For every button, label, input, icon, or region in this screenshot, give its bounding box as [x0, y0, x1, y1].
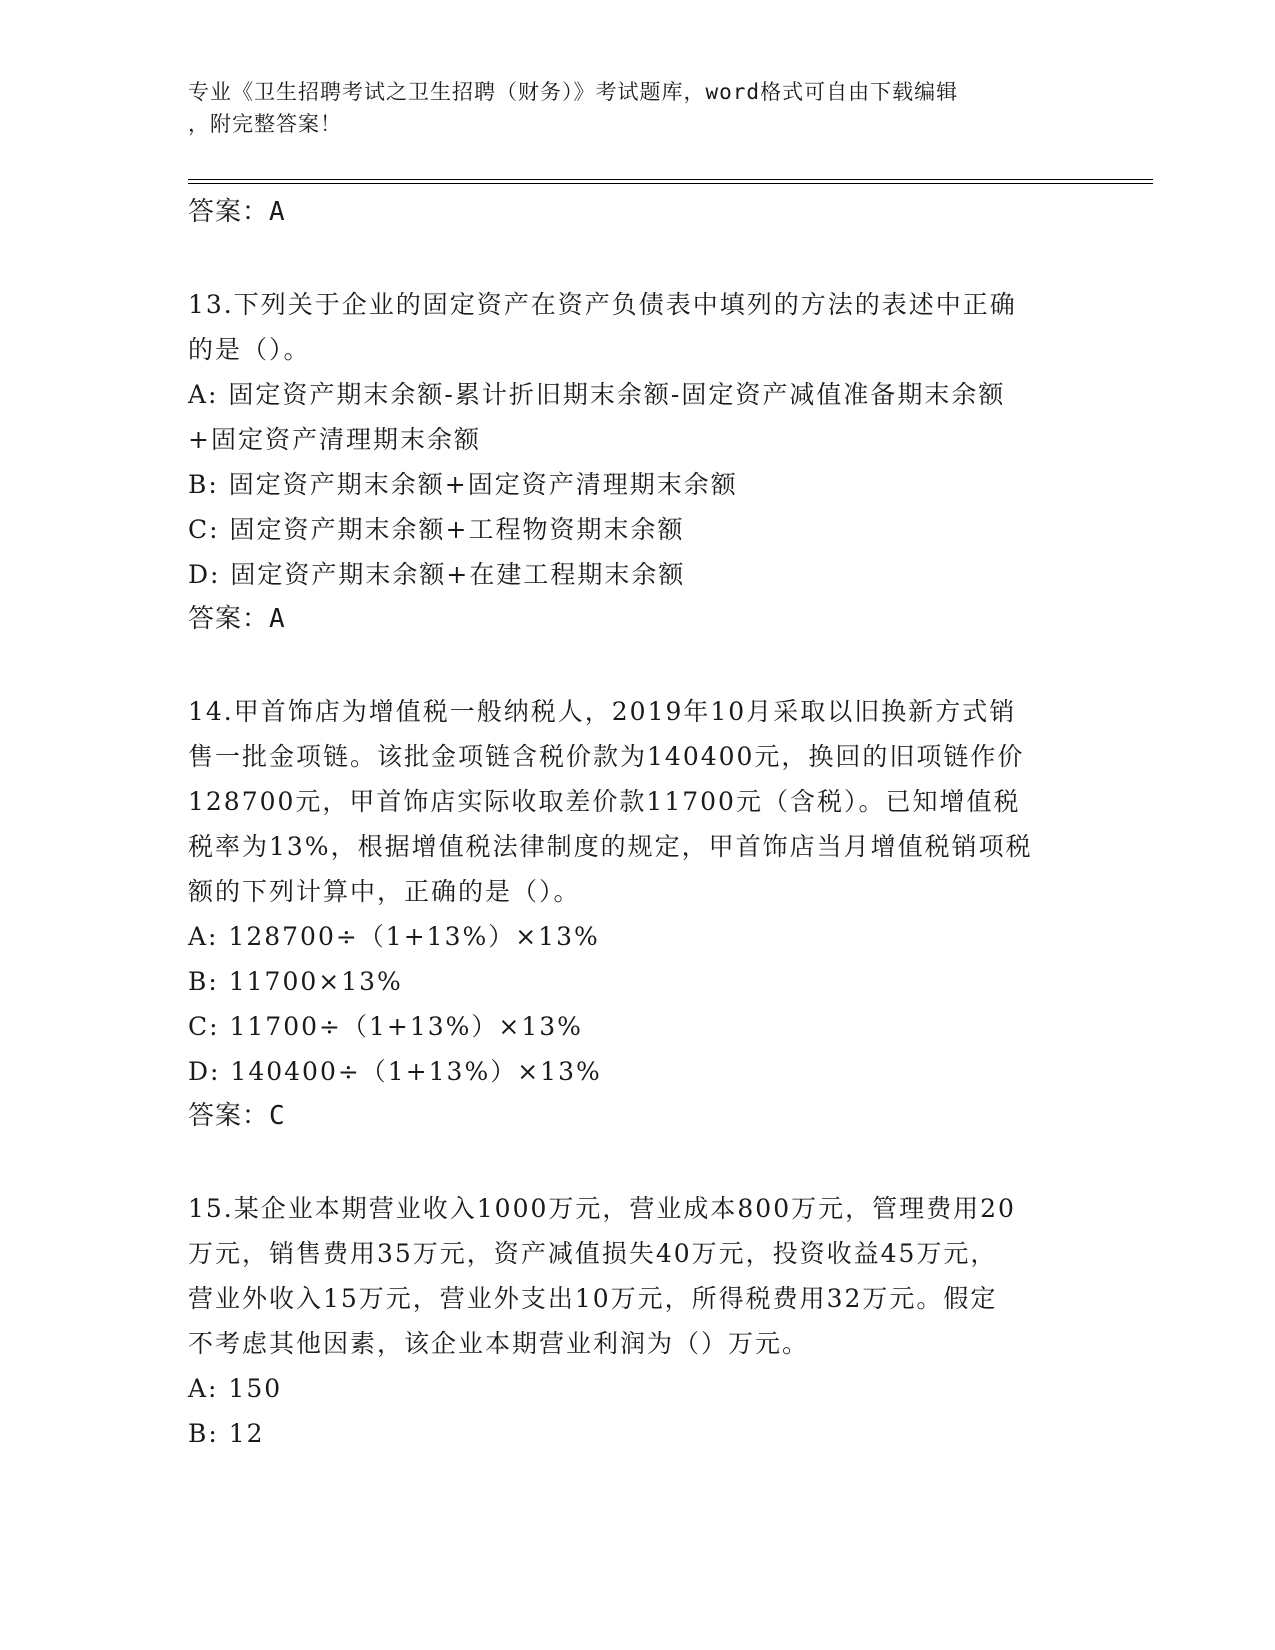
question-stem-line: 13.下列关于企业的固定资产在资产负债表中填列的方法的表述中正确 [188, 290, 1017, 319]
question-stem-line: 售一批金项链。该批金项链含税价款为140400元，换回的旧项链作价 [188, 742, 1025, 771]
question-stem-line: 万元，销售费用35万元，资产减值损失40万元，投资收益45万元， [188, 1239, 998, 1268]
option-line: A: 固定资产期末余额-累计折旧期末余额-固定资产减值准备期末余额 [188, 380, 1006, 409]
question-stem-line: 128700元，甲首饰店实际收取差价款11700元（含税）。已知增值税 [188, 787, 1021, 816]
header-rule-top [188, 179, 1153, 180]
question-spacer [188, 1139, 1088, 1186]
question-stem-line: 营业外收入15万元，营业外支出10万元，所得税费用32万元。假定 [188, 1284, 998, 1313]
document-body [188, 190, 1088, 1456]
option-line: B: 11700×13% [188, 967, 403, 996]
question-stem-line: 额的下列计算中，正确的是（）。 [188, 877, 581, 906]
option-line: C: 11700÷（1+13%）×13% [188, 1012, 583, 1041]
option-line: A: 128700÷（1+13%）×13% [188, 922, 600, 951]
question-stem-line: 的是（）。 [188, 335, 311, 364]
question-block [188, 1186, 1088, 1456]
option-line: D: 固定资产期末余额+在建工程期末余额 [188, 560, 686, 589]
question-stem-line: 14.甲首饰店为增值税一般纳税人，2019年10月采取以旧换新方式销 [188, 697, 1017, 726]
option-line: D: 140400÷（1+13%）×13% [188, 1057, 602, 1086]
option-line: C: 固定资产期末余额+工程物资期末余额 [188, 515, 685, 544]
question-stem-line: 15.某企业本期营业收入1000万元，营业成本800万元，管理费用20 [188, 1194, 1016, 1223]
option-line: B: 固定资产期末余额+固定资产清理期末余额 [188, 470, 738, 499]
question-spacer [188, 235, 1088, 282]
question-spacer [188, 642, 1088, 689]
option-line: +固定资产清理期末余额 [188, 425, 481, 454]
answer-line: 答案：A [188, 604, 286, 634]
page-header [188, 76, 1088, 140]
header-line-2: ，附完整答案！ [188, 112, 342, 136]
answer-line: 答案：C [188, 1101, 286, 1131]
header-line-1: 专业《卫生招聘考试之卫生招聘（财务）》考试题库，word格式可自由下载编辑 [188, 80, 959, 104]
option-line: B: 12 [188, 1419, 265, 1448]
question-stem-line: 税率为13%，根据增值税法律制度的规定，甲首饰店当月增值税销项税 [188, 832, 1033, 861]
question-stem-line: 不考虑其他因素，该企业本期营业利润为（）万元。 [188, 1329, 810, 1358]
previous-answer: 答案：A [188, 197, 286, 227]
question-block [188, 689, 1088, 1139]
header-rule-bottom [188, 183, 1153, 184]
option-line: A: 150 [188, 1374, 283, 1403]
question-block [188, 282, 1088, 642]
